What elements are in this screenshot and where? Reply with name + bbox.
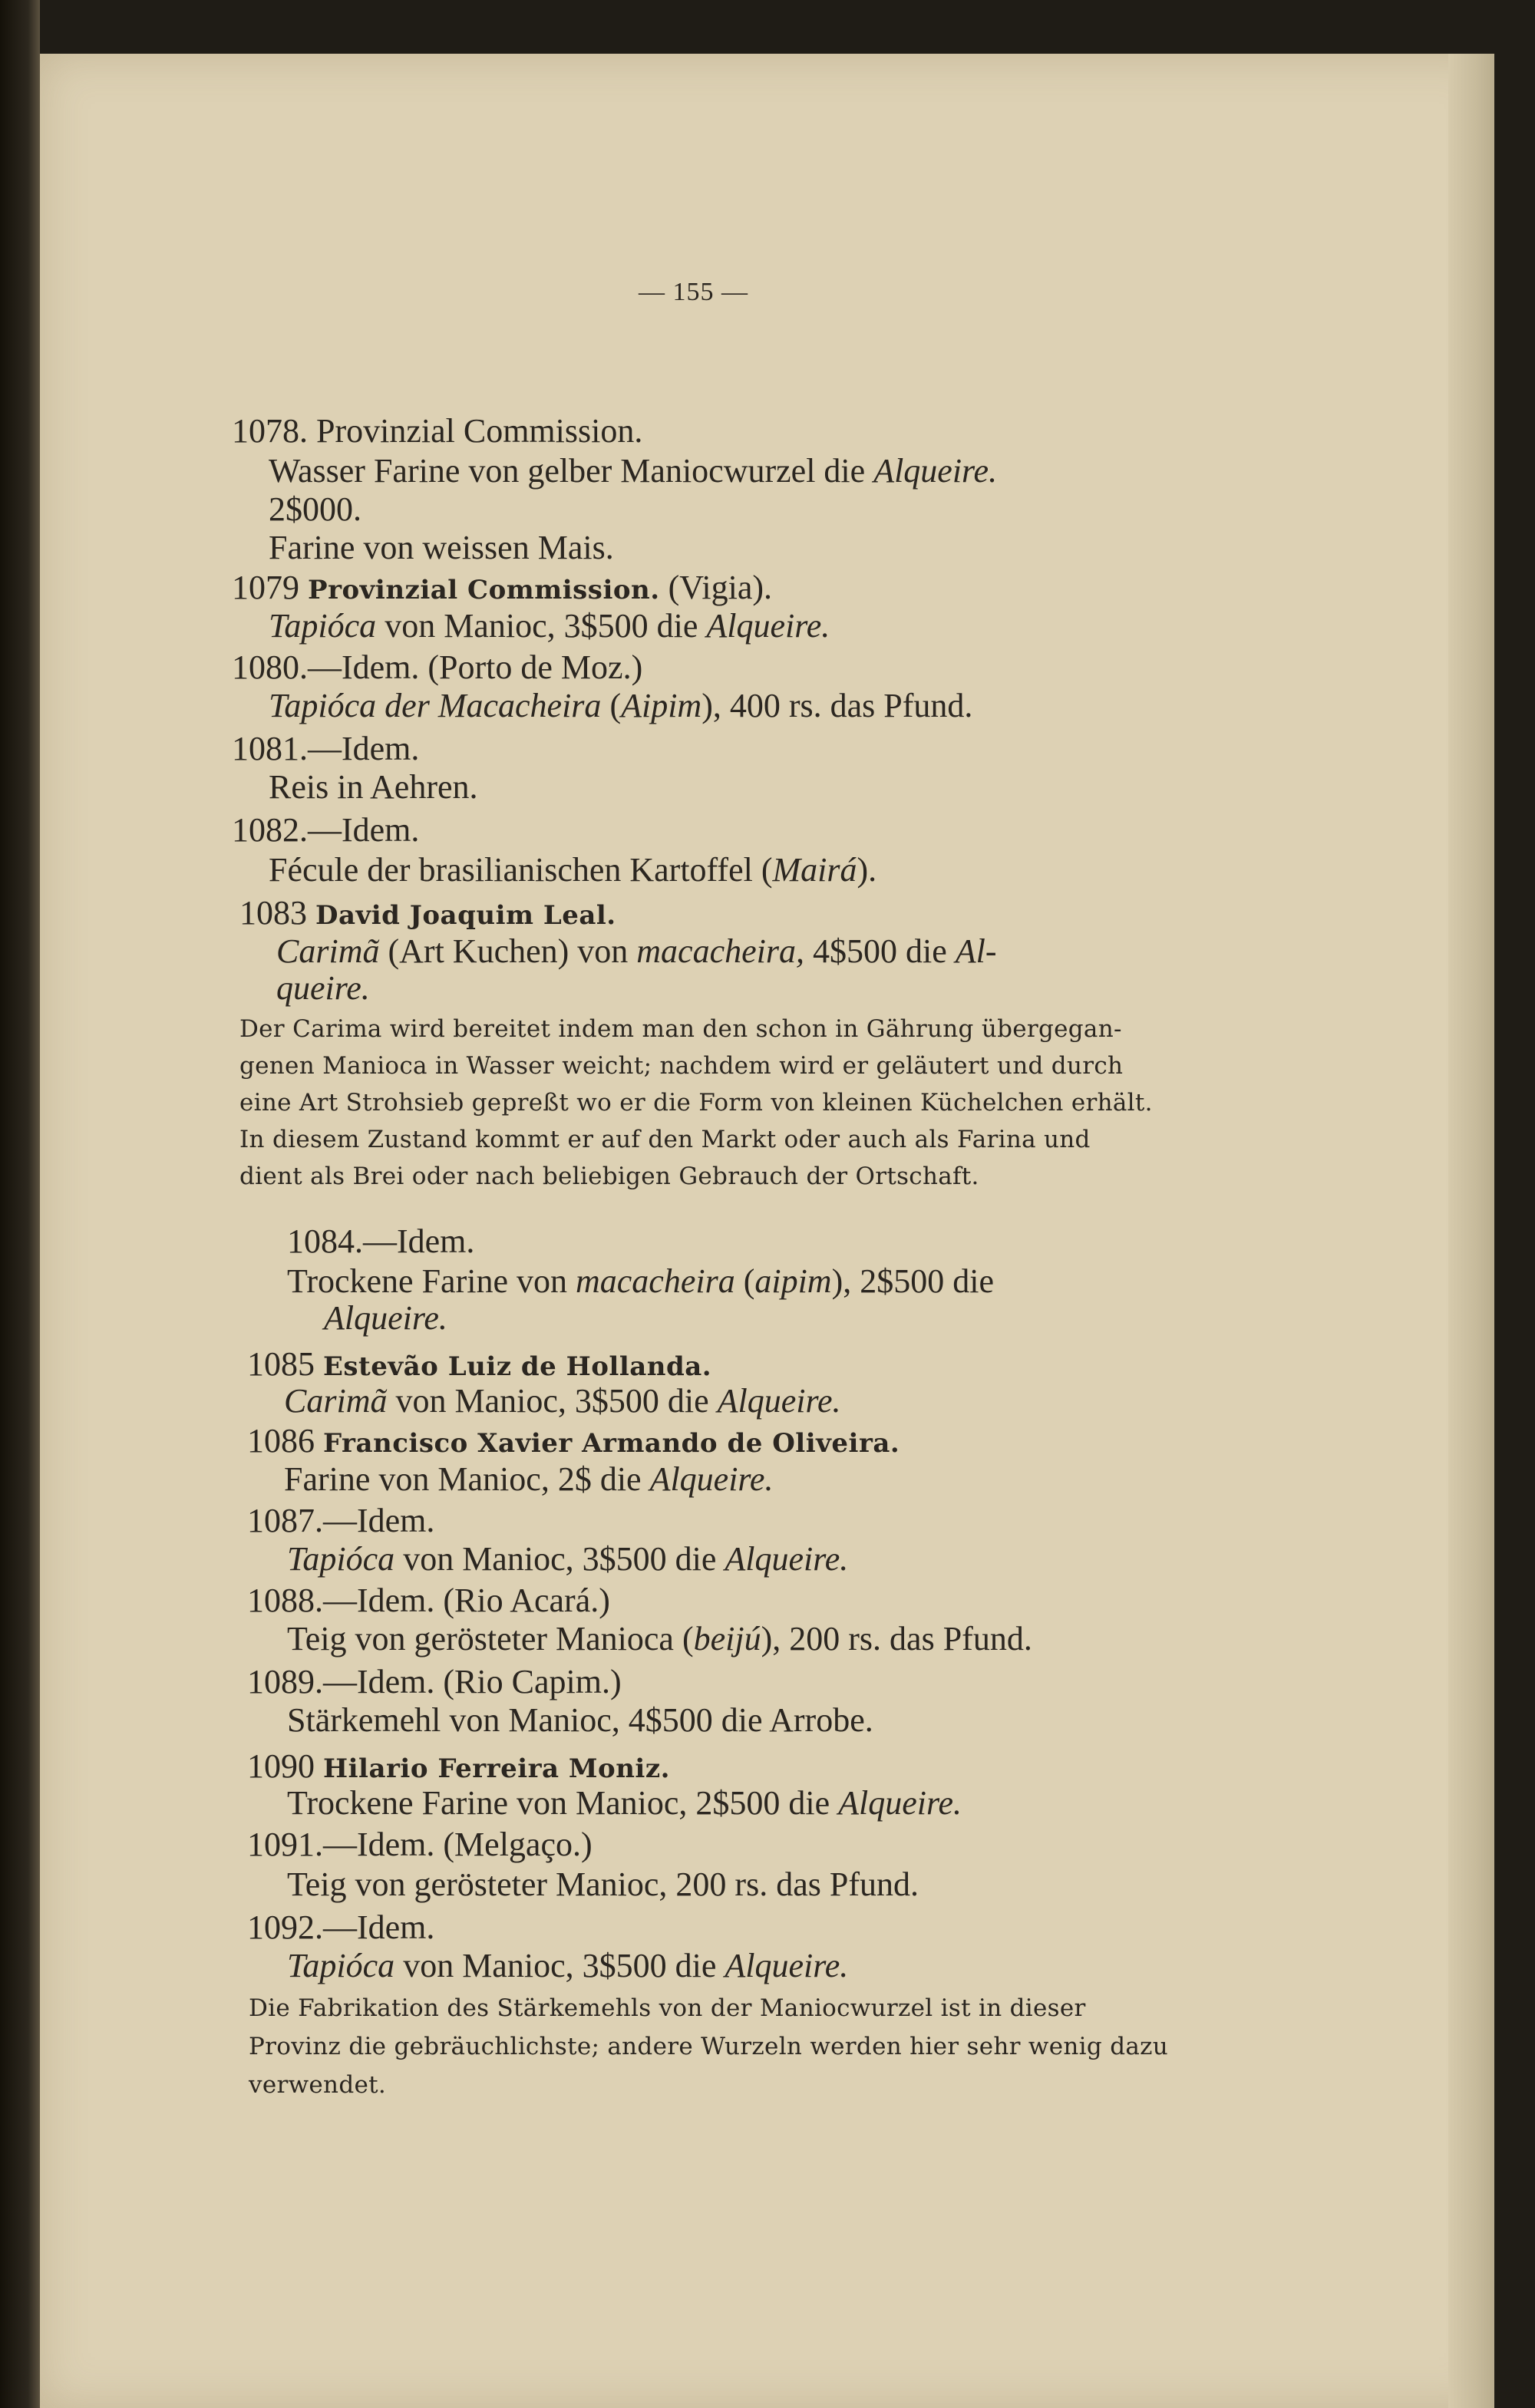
entry-1083-note-line: Der Carima wird bereitet indem man den schon in Gährung übergegan- xyxy=(239,1015,1122,1043)
book-page xyxy=(40,54,1494,2408)
entry-1078-heading: 1078. Provinzial Commission. xyxy=(232,412,643,450)
entry-1080-line: Tapióca der Macacheira (Aipim), 400 rs. das Pfund. xyxy=(269,687,973,724)
entry-1083-note-line: eine Art Strohsieb gepreßt wo er die Form von kleinen Küchelchen erhält. xyxy=(239,1089,1153,1117)
entry-1083-heading: 1083 David Joaquim Leal. xyxy=(239,894,616,932)
entry-1092-note-line: Die Fabrikation des Stärkemehls von der Maniocwurzel ist in dieser xyxy=(249,1994,1086,2022)
entry-1086-line: Farine von Manioc, 2$ die Alqueire. xyxy=(284,1460,774,1498)
entry-1087-line: Tapióca von Manioc, 3$500 die Alqueire. xyxy=(287,1540,849,1578)
entry-1089-line: Stärkemehl von Manioc, 4$500 die Arrobe. xyxy=(287,1701,873,1739)
entry-1083-note-line: In diesem Zustand kommt er auf den Markt oder auch als Farina und xyxy=(239,1126,1091,1153)
entry-1084-heading: 1084.—Idem. xyxy=(287,1222,475,1260)
entry-1082-heading: 1082.—Idem. xyxy=(232,811,420,849)
entry-1078-line: Wasser Farine von gelber Maniocwurzel die Alqueire. xyxy=(269,452,998,490)
entry-1088-line: Teig von gerösteter Manioca (beijú), 200 rs. das Pfund. xyxy=(287,1620,1032,1658)
entry-1079-heading: 1079 Provinzial Commission. (Vigia). xyxy=(232,569,773,606)
entry-1092-heading: 1092.—Idem. xyxy=(247,1908,435,1946)
book-spine xyxy=(0,0,40,2408)
entry-1083-note-line: dient als Brei oder nach beliebigen Gebrauch der Ortschaft. xyxy=(239,1163,979,1190)
entry-1084-line: Trockene Farine von macacheira (aipim), 2$500 die xyxy=(287,1262,994,1300)
entry-1083-note-line: genen Manioca in Wasser weicht; nachdem wird er geläutert und durch xyxy=(239,1052,1124,1080)
entry-1086-heading: 1086 Francisco Xavier Armando de Oliveira. xyxy=(247,1422,900,1460)
entry-1088-heading: 1088.—Idem. (Rio Acará.) xyxy=(247,1582,610,1619)
entry-1082-line: Fécule der brasilianischen Kartoffel (Mairá). xyxy=(269,851,877,889)
entry-1078-line: Farine von weissen Mais. xyxy=(269,529,614,566)
entry-1083-line: Carimã (Art Kuchen) von macacheira, 4$500 die Al- xyxy=(276,932,997,970)
page-content xyxy=(40,54,1494,2408)
entry-1081-heading: 1081.—Idem. xyxy=(232,730,420,767)
entry-1091-line: Teig von gerösteter Manioc, 200 rs. das Pfund. xyxy=(287,1865,919,1903)
entry-1092-line: Tapióca von Manioc, 3$500 die Alqueire. xyxy=(287,1947,849,1984)
entry-1085-line: Carimã von Manioc, 3$500 die Alqueire. xyxy=(284,1382,841,1420)
entry-1089-heading: 1089.—Idem. (Rio Capim.) xyxy=(247,1663,622,1700)
entry-1081-line: Reis in Aehren. xyxy=(269,768,478,806)
entry-1092-note-line: Provinz die gebräuchlichste; andere Wurzeln werden hier sehr wenig dazu xyxy=(249,2033,1169,2060)
entry-1080-heading: 1080.—Idem. (Porto de Moz.) xyxy=(232,648,643,686)
entry-1091-heading: 1091.—Idem. (Melgaço.) xyxy=(247,1826,593,1863)
entry-1087-heading: 1087.—Idem. xyxy=(247,1502,435,1539)
entry-1078-price: 2$000. xyxy=(269,490,361,528)
entry-1084-line: Alqueire. xyxy=(324,1299,447,1337)
entry-1092-note-line: verwendet. xyxy=(249,2071,387,2099)
entry-1090-line: Trockene Farine von Manioc, 2$500 die Alqueire. xyxy=(287,1784,962,1822)
entry-1079-line: Tapióca von Manioc, 3$500 die Alqueire. xyxy=(269,607,830,645)
page-number: — 155 — xyxy=(639,278,748,306)
entry-1083-line: queire. xyxy=(276,969,370,1007)
entry-1090-heading: 1090 Hilario Ferreira Moniz. xyxy=(247,1747,670,1785)
entry-1085-heading: 1085 Estevão Luiz de Hollanda. xyxy=(247,1345,712,1383)
